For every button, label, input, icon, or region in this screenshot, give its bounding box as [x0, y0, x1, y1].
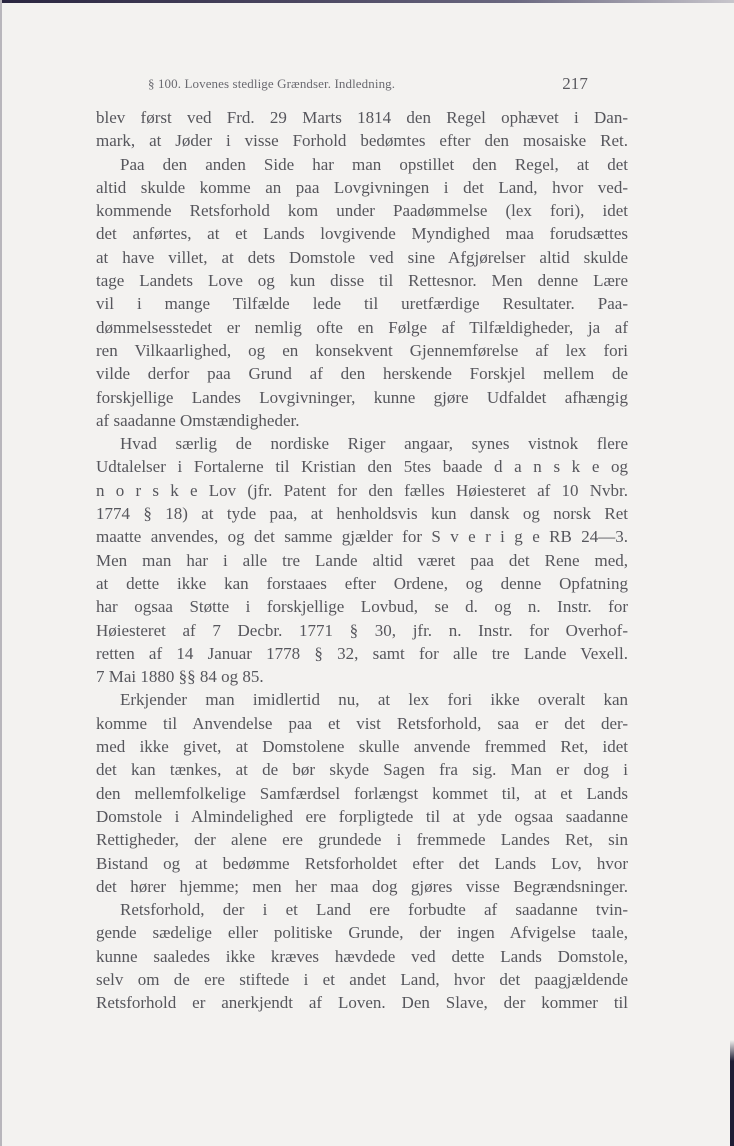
text-line: Rettigheder, der alene ere grundede i fremmede Landes Ret, sin: [96, 830, 628, 850]
running-head: [148, 74, 628, 96]
text-line: af saadanne Omstændigheder.: [96, 410, 300, 430]
text-line: dømmelsesstedet er nemlig ofte en Følge af Tilfældigheder, ja af: [96, 317, 628, 337]
text-line: vilde derfor paa Grund af den herskende Forskjel mellem de: [96, 364, 628, 384]
text-line: det kan tænkes, at de bør skyde Sagen fra sig. Man er dog i: [96, 760, 628, 780]
text-line: Retsforhold er anerkjendt af Loven. Den Slave, der kommer til: [96, 993, 628, 1013]
text-line: den mellemfolkelige Samfærdsel forlængst kommet til, at et Lands: [96, 783, 628, 803]
running-head-title: § 100. Lovenes stedlige Grændser. Indledning.: [148, 76, 396, 91]
text-line: at dette ikke kan forstaaes efter Ordene, og denne Opfatning: [96, 573, 628, 593]
text-line: med ikke givet, at Domstolene skulle anvende fremmed Ret, idet: [96, 737, 628, 757]
text-line: det anførtes, at et Lands lovgivende Myndighed maa forudsættes: [96, 224, 628, 244]
scan-left-edge: [0, 0, 2, 1146]
text-line: kommende Retsforhold kom under Paadømmelse (lex fori), idet: [96, 201, 628, 221]
text-line: forskjellige Landes Lovgivninger, kunne gjøre Udfaldet afhængig: [96, 387, 628, 407]
body-text: [96, 106, 628, 1015]
text-line: mark, at Jøder i visse Forhold bedømtes efter den mosaiske Ret.: [96, 131, 628, 151]
text-line: n o r s k e Lov (jfr. Patent for den fælles Høiesteret af 10 Nvbr.: [96, 480, 628, 500]
text-line: Retsforhold, der i et Land ere forbudte af saadanne tvin-: [120, 900, 628, 920]
text-line: Paa den anden Side har man opstillet den Regel, at det: [120, 154, 628, 174]
text-line: blev først ved Frd. 29 Marts 1814 den Regel ophævet i Dan-: [96, 108, 628, 127]
text-line: Bistand og at bedømme Retsforholdet efter det Lands Lov, hvor: [96, 853, 628, 873]
text-line: at have villet, at dets Domstole ved sine Afgjørelser altid skulde: [96, 247, 628, 267]
page-number: 217: [562, 74, 588, 93]
text-line: tage Landets Love og kun disse til Rettesnor. Men denne Lære: [96, 271, 628, 291]
text-line: gende sædelige eller politiske Grunde, der ingen Afvigelse taale,: [96, 923, 628, 943]
text-line: 7 Mai 1880 §§ 84 og 85.: [96, 667, 264, 687]
text-line: det hører hjemme; men her maa dog gjøres visse Begrændsninger.: [96, 876, 628, 896]
text-line: Hvad særlig de nordiske Riger angaar, synes vistnok flere: [120, 434, 628, 454]
text-line: selv om de ere stiftede i et andet Land, hvor det paagjældende: [96, 969, 628, 989]
scan-right-edge: [730, 1040, 734, 1146]
text-line: Udtalelser i Fortalerne til Kristian den 5tes baade d a n s k e og: [96, 457, 628, 477]
scan-top-edge: [0, 0, 734, 3]
text-line: har ogsaa Støtte i forskjellige Lovbud, se d. og n. Instr. for: [96, 597, 628, 617]
text-line: Domstole i Almindelighed ere forpligtede til at yde ogsaa saadanne: [96, 806, 628, 826]
text-line: Men man har i alle tre Lande altid været paa det Rene med,: [96, 550, 628, 570]
text-line: altid skulde komme an paa Lovgivningen i det Land, hvor ved-: [96, 177, 628, 197]
text-line: vil i mange Tilfælde lede til uretfærdige Resultater. Paa-: [96, 294, 628, 314]
text-line: ren Vilkaarlighed, og en konsekvent Gjennemførelse af lex fori: [96, 340, 628, 360]
text-line: Høiesteret af 7 Decbr. 1771 § 30, jfr. n. Instr. for Overhof-: [96, 620, 628, 640]
text-line: maatte anvendes, og det samme gjælder for S v e r i g e RB 24—3.: [96, 527, 628, 547]
text-line: komme til Anvendelse paa et vist Retsforhold, saa er det der-: [96, 713, 628, 733]
text-line: retten af 14 Januar 1778 § 32, samt for alle tre Lande Vexell.: [96, 643, 628, 663]
text-line: Erkjender man imidlertid nu, at lex fori ikke overalt kan: [120, 690, 628, 710]
text-line: 1774 § 18) at tyde paa, at henholdsvis kun dansk og norsk Ret: [96, 504, 628, 524]
text-line: kunne saaledes ikke kræves hævdede ved dette Lands Domstole,: [96, 946, 628, 966]
